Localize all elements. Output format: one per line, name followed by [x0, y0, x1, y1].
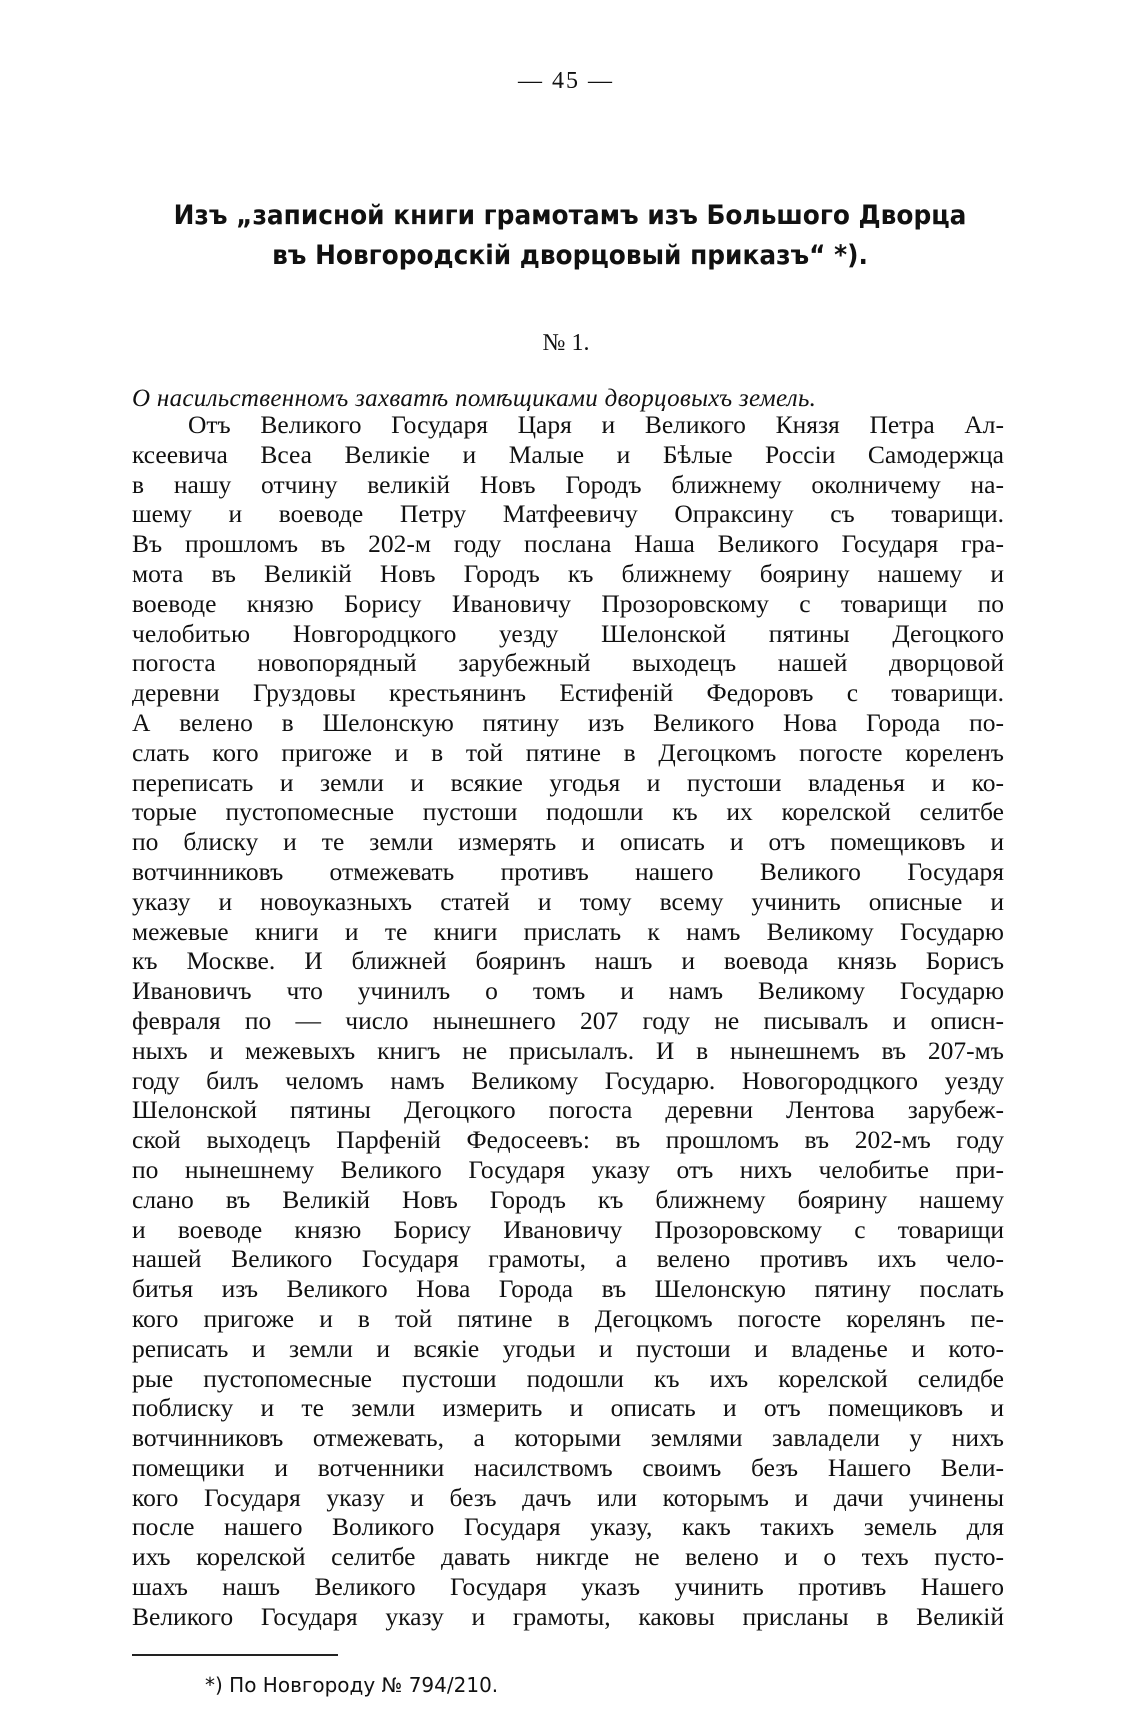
text-line: переписать и земли и всякие угодья и пустоши владенья и ко- [132, 767, 1004, 797]
text-line: воеводе князю Борису Ивановичу Прозоровскому с товарищи по [132, 588, 1004, 618]
text-line: деревни Груздовы крестьянинъ Естифеній Федоровъ с товарищи. [132, 678, 1004, 708]
text-line: Въ прошломъ въ 202-м году послана Наша Великого Государя гра- [132, 529, 1004, 559]
text-line: в нашу отчину великій Новъ Городъ ближнему околничему на- [132, 469, 1004, 499]
text-line: после нашего Воликого Государя указу, какъ такихъ земель для [132, 1512, 1004, 1542]
text-line: къ Москве. И ближней бояринъ нашъ и воевода князь Борисъ [132, 946, 1004, 976]
text-line: февраля по — число нынешнего 207 году не писывалъ и описн- [132, 1005, 1004, 1035]
text-line: битья изъ Великого Нова Города въ Шелонскую пятину послать [132, 1274, 1004, 1304]
text-line: по нынешнему Великого Государя указу отъ нихъ челобитье при- [132, 1154, 1004, 1184]
text-line: шахъ нашъ Великого Государя указъ учинить противъ Нашего [132, 1572, 1004, 1602]
text-line: шему и воеводе Петру Матфеевичу Опраксину съ товарищи. [132, 499, 1004, 529]
text-line: рые пустопомесные пустоши подошли къ ихъ корелской селидбе [132, 1363, 1004, 1393]
document-number: № 1. [542, 330, 590, 356]
text-line: мота въ Великій Новъ Городъ къ ближнему боярину нашему и [132, 558, 1004, 588]
text-line: вотчинниковъ отмежевать, а которыми землями завладели у нихъ [132, 1423, 1004, 1453]
document-heading: Изъ „записной книги грамотамъ изъ Большого Дворца въ Новгородскій дворцовый приказъ“ *). [173, 200, 967, 271]
text-line: ихъ корелской селитбе давать никгде не велено и о техъ пусто- [132, 1542, 1004, 1572]
text-line: слать кого пригоже и в той пятине в Дегоцкомъ погосте кореленъ [132, 737, 1004, 767]
text-line: А велено в Шелонскую пятину изъ Великого Нова Города по- [132, 707, 1004, 737]
text-line: межевые книги и те книги прислать к намъ Великому Государю [132, 916, 1004, 946]
text-line: челобитью Новгородцкого уезду Шелонской пятины Дегоцкого [132, 618, 1004, 648]
footnote: *) По Новгороду № 794/210. [205, 1673, 499, 1697]
text-line: реписать и земли и всякіе угодьи и пустоши и владенье и кото- [132, 1333, 1004, 1363]
body-text [132, 410, 1004, 1632]
text-line: Шелонской пятины Дегоцкого погоста деревни Лентова зарубеж- [132, 1095, 1004, 1125]
text-line: поблиску и те земли измерить и описать и отъ помещиковъ и [132, 1393, 1004, 1423]
page-number: — 45 — [518, 68, 614, 94]
text-line: кого пригоже и в той пятине в Дегоцкомъ погосте корелянъ пе- [132, 1303, 1004, 1333]
text-line: ныхъ и межевыхъ книгъ не присылалъ. И в нынешнемъ въ 207-мъ [132, 1035, 1004, 1065]
text-line: торые пустопомесные пустоши подошли къ их корелской селитбе [132, 797, 1004, 827]
text-line: и воеводе князю Борису Ивановичу Прозоровскому с товарищи [132, 1214, 1004, 1244]
text-line: Отъ Великого Государя Царя и Великого Князя Петра Ал- [188, 410, 1004, 439]
text-line: указу и новоуказныхъ статей и тому всему учинить описные и [132, 886, 1004, 916]
document-subheading: О насильственномъ захватѣ помѣщиками дворцовыхъ земель. [132, 385, 817, 412]
text-line: Великого Государя указу и грамоты, каковы присланы в Великій [132, 1601, 1004, 1631]
text-line: помещики и вотченники насилствомъ своимъ безъ Нашего Вели- [132, 1452, 1004, 1482]
text-line: году билъ челомъ намъ Великому Государю. Новогородцкого уезду [132, 1065, 1004, 1095]
text-line: нашей Великого Государя грамоты, а велено противъ ихъ чело- [132, 1244, 1004, 1274]
text-line: кого Государя указу и безъ дачъ или которымъ и дачи учинены [132, 1482, 1004, 1512]
text-line: по блиску и те земли измерять и описать и отъ помещиковъ и [132, 827, 1004, 857]
text-line: ской выходецъ Парфеній Федосеевъ: въ прошломъ въ 202-мъ году [132, 1125, 1004, 1155]
text-line: слано въ Великій Новъ Городъ къ ближнему боярину нашему [132, 1184, 1004, 1214]
text-line: ксеевича Всеа Великіе и Малые и Бѣлые Россіи Самодержца [132, 439, 1004, 469]
text-line: вотчинниковъ отмежевать противъ нашего Великого Государя [132, 856, 1004, 886]
text-line: погоста новопорядный зарубежный выходецъ нашей дворцовой [132, 648, 1004, 678]
footnote-rule [132, 1654, 338, 1656]
text-line: Ивановичъ что учинилъ о томъ и намъ Великому Государю [132, 976, 1004, 1006]
